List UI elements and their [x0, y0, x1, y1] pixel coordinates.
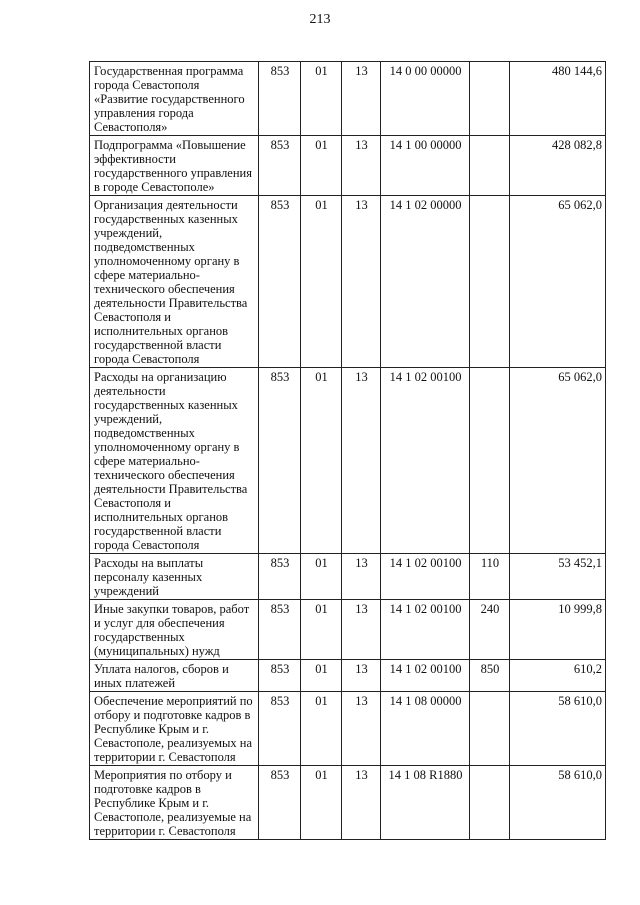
table-row	[90, 368, 606, 554]
ministry-code-cell: 853	[259, 196, 301, 368]
row-name-cell: Организация деятельности государственных казенных учреждений, подведомственных уполномоченному органу в сфере материально-технического обеспечения деятельности Правительства Севастополя и исполнительных органов государственной власти города Севастополя	[90, 196, 259, 368]
section-code-cell: 01	[301, 660, 342, 692]
target-article-cell: 14 1 08 R1880	[381, 766, 470, 840]
table-row	[90, 692, 606, 766]
table-row	[90, 554, 606, 600]
amount-cell: 480 144,6	[510, 62, 606, 136]
subsection-code-cell: 13	[342, 692, 381, 766]
expense-type-cell	[470, 62, 510, 136]
ministry-code-cell: 853	[259, 136, 301, 196]
row-name-cell: Расходы на организацию деятельности государственных казенных учреждений, подведомственных уполномоченному органу в сфере материально-технического обеспечения деятельности Правительства Севастополя и исполнительных органов государственной власти города Севастополя	[90, 368, 259, 554]
table-row	[90, 196, 606, 368]
subsection-code-cell: 13	[342, 660, 381, 692]
subsection-code-cell: 13	[342, 368, 381, 554]
expense-type-cell	[470, 196, 510, 368]
section-code-cell: 01	[301, 600, 342, 660]
ministry-code-cell: 853	[259, 660, 301, 692]
expense-type-cell	[470, 368, 510, 554]
target-article-cell: 14 1 08 00000	[381, 692, 470, 766]
subsection-code-cell: 13	[342, 766, 381, 840]
subsection-code-cell: 13	[342, 554, 381, 600]
section-code-cell: 01	[301, 554, 342, 600]
target-article-cell: 14 1 02 00100	[381, 368, 470, 554]
amount-cell: 65 062,0	[510, 196, 606, 368]
amount-cell: 58 610,0	[510, 766, 606, 840]
row-name-cell: Мероприятия по отбору и подготовке кадров в Республике Крым и г. Севастополе, реализуемые на территории г. Севастополя	[90, 766, 259, 840]
target-article-cell: 14 0 00 00000	[381, 62, 470, 136]
row-name-cell: Иные закупки товаров, работ и услуг для обеспечения государственных (муниципальных) нужд	[90, 600, 259, 660]
amount-cell: 58 610,0	[510, 692, 606, 766]
ministry-code-cell: 853	[259, 766, 301, 840]
ministry-code-cell: 853	[259, 600, 301, 660]
table-row	[90, 766, 606, 840]
table-row	[90, 62, 606, 136]
amount-cell: 10 999,8	[510, 600, 606, 660]
target-article-cell: 14 1 02 00100	[381, 660, 470, 692]
ministry-code-cell: 853	[259, 62, 301, 136]
table-row	[90, 600, 606, 660]
row-name-cell: Государственная программа города Севастополя «Развитие государственного управления города Севастополя»	[90, 62, 259, 136]
table-row	[90, 660, 606, 692]
amount-cell: 610,2	[510, 660, 606, 692]
ministry-code-cell: 853	[259, 368, 301, 554]
subsection-code-cell: 13	[342, 62, 381, 136]
subsection-code-cell: 13	[342, 136, 381, 196]
amount-cell: 65 062,0	[510, 368, 606, 554]
amount-cell: 428 082,8	[510, 136, 606, 196]
row-name-cell: Расходы на выплаты персоналу казенных учреждений	[90, 554, 259, 600]
target-article-cell: 14 1 02 00100	[381, 600, 470, 660]
section-code-cell: 01	[301, 136, 342, 196]
row-name-cell: Обеспечение мероприятий по отбору и подготовке кадров в Республике Крым и г. Севастополе, реализуемых на территории г. Севастополя	[90, 692, 259, 766]
ministry-code-cell: 853	[259, 554, 301, 600]
expense-type-cell: 240	[470, 600, 510, 660]
table-row	[90, 136, 606, 196]
target-article-cell: 14 1 02 00000	[381, 196, 470, 368]
ministry-code-cell: 853	[259, 692, 301, 766]
section-code-cell: 01	[301, 368, 342, 554]
expense-type-cell: 850	[470, 660, 510, 692]
section-code-cell: 01	[301, 766, 342, 840]
section-code-cell: 01	[301, 62, 342, 136]
budget-table	[89, 61, 606, 840]
expense-type-cell: 110	[470, 554, 510, 600]
amount-cell: 53 452,1	[510, 554, 606, 600]
row-name-cell: Подпрограмма «Повышение эффективности государственного управления в городе Севастополе»	[90, 136, 259, 196]
page-number: 213	[309, 12, 331, 27]
row-name-cell: Уплата налогов, сборов и иных платежей	[90, 660, 259, 692]
section-code-cell: 01	[301, 692, 342, 766]
expense-type-cell	[470, 692, 510, 766]
subsection-code-cell: 13	[342, 196, 381, 368]
target-article-cell: 14 1 00 00000	[381, 136, 470, 196]
section-code-cell: 01	[301, 196, 342, 368]
expense-type-cell	[470, 766, 510, 840]
subsection-code-cell: 13	[342, 600, 381, 660]
target-article-cell: 14 1 02 00100	[381, 554, 470, 600]
expense-type-cell	[470, 136, 510, 196]
